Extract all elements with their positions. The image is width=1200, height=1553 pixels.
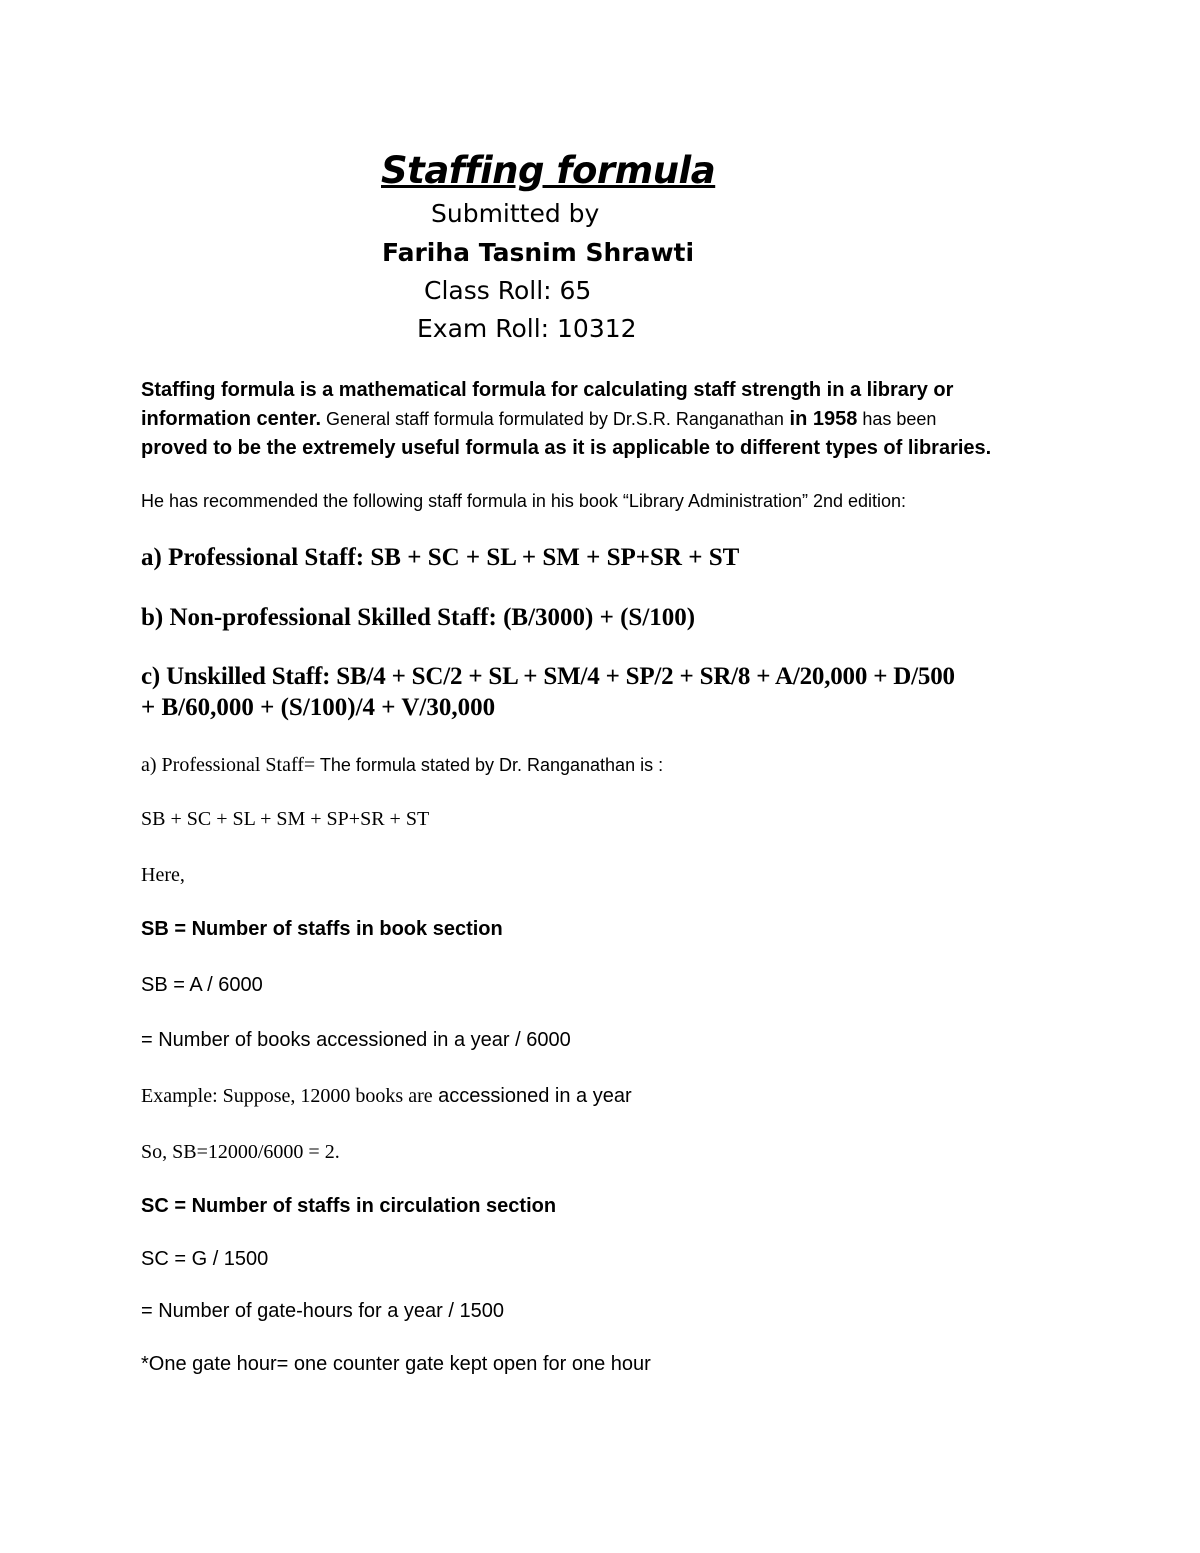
intro-bold-b: in 1958: [783, 408, 858, 430]
formula-unskilled-line2: + B/60,000 + (S/100)/4 + V/30,000: [141, 694, 496, 721]
sb-result: So, SB=12000/6000 = 2.: [141, 1141, 340, 1163]
class-roll: Class Roll: 65: [424, 276, 592, 305]
formula-nonprofessional: b) Non-professional Skilled Staff: (B/3000) + (S/100): [141, 604, 696, 631]
prof-staff-line: [141, 754, 663, 777]
submitted-by-label: Submitted by: [431, 199, 600, 228]
prof-staff-text: The formula stated by Dr. Ranganathan is :: [315, 755, 664, 775]
prof-staff-label: a) Professional Staff=: [141, 754, 316, 776]
sb-equation: SB = A / 6000: [141, 974, 263, 996]
intro-bold-c: proved to be the extremely useful formula as it is applicable to different types of libraries.: [141, 437, 992, 459]
sc-equation: SC = G / 1500: [141, 1248, 269, 1270]
prof-formula: SB + SC + SL + SM + SP+SR + ST: [141, 808, 430, 830]
recommend-text: He has recommended the following staff formula in his book “Library Administration” 2nd edition:: [141, 491, 907, 511]
author-name: Fariha Tasnim Shrawti: [382, 238, 695, 267]
sb-definition: SB = Number of staffs in book section: [141, 918, 503, 940]
gate-hour-note: *One gate hour= one counter gate kept open for one hour: [141, 1353, 651, 1375]
sc-equation-expanded: = Number of gate-hours for a year / 1500: [141, 1300, 504, 1322]
intro-bold-a: Staffing formula is a mathematical formula for calculating staff strength in a library or information center.: [141, 379, 954, 430]
example-text-a: Example: Suppose, 12000 books are: [141, 1085, 433, 1107]
intro-normal-b: has been: [857, 409, 937, 429]
formula-professional: a) Professional Staff: SB + SC + SL + SM + SP+SR + ST: [141, 544, 740, 571]
formula-unskilled-line1: c) Unskilled Staff: SB/4 + SC/2 + SL + SM/4 + SP/2 + SR/8 + A/20,000 + D/500: [141, 663, 955, 690]
sb-equation-expanded: = Number of books accessioned in a year / 6000: [141, 1029, 571, 1051]
intro-paragraph: [141, 376, 1041, 463]
intro-normal-a: General staff formula formulated by Dr.S.R. Ranganathan: [321, 409, 784, 429]
here-label: Here,: [141, 864, 185, 886]
sc-definition: SC = Number of staffs in circulation section: [141, 1195, 557, 1217]
example-line: [141, 1085, 632, 1108]
exam-roll: Exam Roll: 10312: [417, 314, 637, 343]
document-title: Staffing formula: [381, 149, 716, 192]
example-text-b: accessioned in a year: [432, 1085, 632, 1107]
